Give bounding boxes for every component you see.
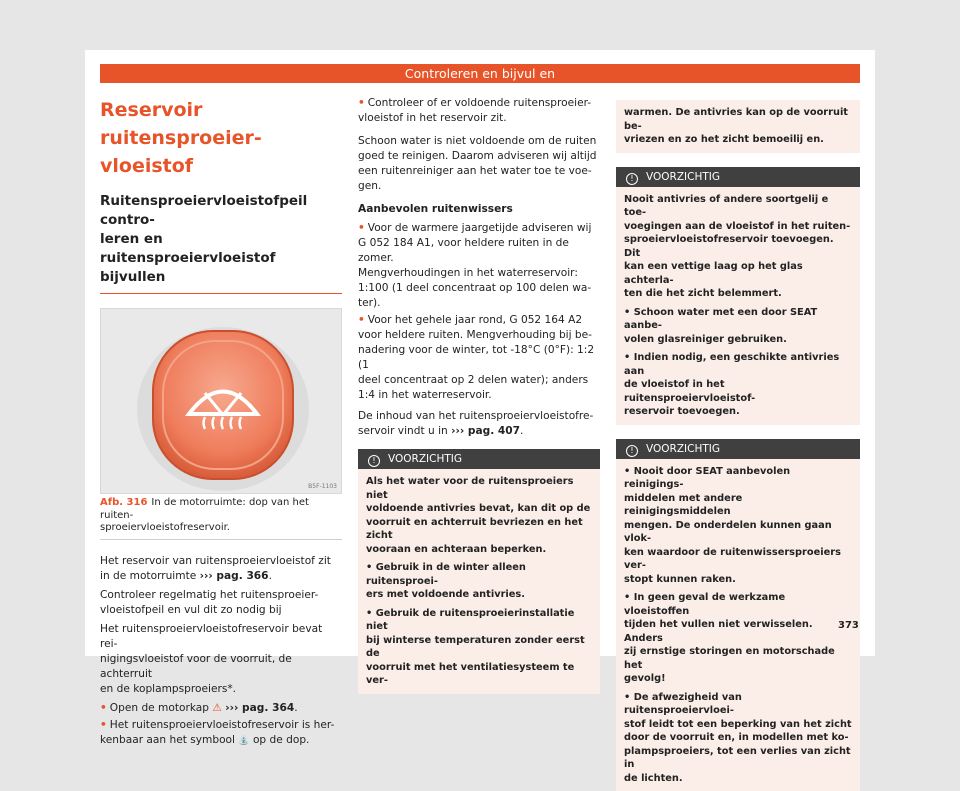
warning-body (616, 459, 860, 791)
paragraph: Het ruitensproeiervloeistofreservoir bevat rei- nigingsvloeistof voor de voorruit, de achterruit en de koplampsproeiers*. (100, 622, 342, 697)
page-ref-link[interactable]: ››› pag. 407 (451, 425, 520, 437)
page-ref-link[interactable]: ››› pag. 366 (200, 570, 269, 582)
bullet-end: op de dop. (250, 734, 310, 746)
washer-symbol-icon: ⛲ (238, 736, 249, 746)
bullet-text: Het ruitensproeiervloeistofreservoir is her- kenbaar aan het symbool (100, 719, 334, 746)
warning-bullet-text: De afwezigheid van ruitensproeiervloei- stof leidt tot een beperking van het zicht door de voorruit en, in modellen met ko- plampsproeiers, tot een verlies van zicht in de lichten. (624, 692, 852, 784)
bullet-icon: • (624, 352, 634, 363)
bullet-icon: • (366, 562, 376, 573)
bullet-end: . (294, 702, 297, 714)
warning-header (616, 167, 860, 187)
caution-icon: ! (368, 455, 380, 467)
warning-header (358, 449, 600, 469)
bullet-text: Controleer of er voldoende ruitensproeier- vloeistof in het reservoir zit. (358, 97, 591, 124)
warning-bullet (366, 561, 592, 602)
paragraph: Schoon water is niet voldoende om de ruiten goed te reinigen. Daarom adviseren wij altijd een ruitenreiniger aan het water toe te voe- gen. (358, 134, 600, 194)
warning-body (358, 469, 600, 694)
column-1 (100, 96, 342, 751)
warning-bullet-text: Gebruik in de winter alleen ruitensproei- ers met voldoende antivries. (366, 562, 526, 600)
figure-label: Afb. 316 (100, 497, 147, 508)
paragraph-end: . (520, 425, 523, 437)
column-3 (616, 100, 860, 791)
warning-text: Als het water voor de ruitensproeiers niet voldoende antivries bevat, kan dit op de voorruit en achterruit bevriezen en het zicht vooraan en achteraan beperken. (366, 475, 592, 556)
warning-bullet (624, 351, 852, 419)
warning-title: VOORZICHTIG (646, 171, 720, 183)
warning-body (616, 187, 860, 425)
figure-code: B5F-1103 (308, 483, 337, 490)
bullet-icon: • (624, 307, 634, 318)
warning-box (616, 167, 860, 425)
bullet-text: Voor het gehele jaar rond, G 052 164 A2 voor heldere ruiten. Mengverhouding bij be- nadering voor de winter, tot -18°C (0°F): 1:2 (1 deel concentraat op 2 delen water); anders 1:4 in het waterreservoir. (358, 314, 594, 401)
figure-caption (100, 497, 342, 540)
warning-continuation: warmen. De antivries kan op de voorruit be- vriezen en zo het zicht bemoeilij en. (616, 100, 860, 153)
warning-box (616, 439, 860, 791)
warning-triangle-icon: ⚠ (212, 702, 222, 714)
chapter-header: Controleren en bijvul en (100, 64, 860, 83)
subheading: Aanbevolen ruitenwissers (358, 202, 600, 217)
bullet-item (358, 221, 600, 311)
paragraph-text: De inhoud van het ruitensproeiervloeistofre- servoir vindt u in (358, 410, 593, 437)
warning-title: VOORZICHTIG (388, 453, 462, 465)
page-ref-link[interactable]: ››› pag. 364 (225, 702, 294, 714)
warning-text: Nooit antivries of andere soortgelij e toe- voegingen aan de vloeistof in het ruiten- sproeiervloeistofreservoir toevoegen. Dit kan een vettige laag op het glas achterla- ten die het zicht belemmert. (624, 193, 852, 301)
bullet-item (100, 701, 342, 716)
caution-icon: ! (626, 173, 638, 185)
bullet-item (358, 96, 600, 126)
paragraph (100, 554, 342, 584)
warning-title: VOORZICHTIG (646, 443, 720, 455)
bullet-icon: • (358, 314, 365, 326)
warning-bullet-text: Nooit door SEAT aanbevolen reinigings- middelen met andere reinigingsmiddelen mengen. De onderdelen kunnen gaan vlok- ken waardoor de ruitenwissersproeiers ver- stopt kunnen raken. (624, 466, 841, 585)
bullet-item (358, 313, 600, 403)
bullet-icon: • (624, 592, 634, 603)
warning-bullet (624, 306, 852, 347)
bullet-icon: • (366, 608, 376, 619)
reservoir-cap-illustration (101, 309, 341, 493)
warning-bullet-text: Gebruik de ruitensproeierinstallatie niet bij winterse temperaturen zonder eerst de voorruit met het ventilatiesysteem te ver- (366, 608, 585, 687)
bullet-icon: • (624, 692, 634, 703)
warning-bullet (366, 607, 592, 688)
bullet-text: Open de motorkap (110, 702, 213, 714)
warning-header (616, 439, 860, 459)
paragraph-text: Het reservoir van ruitensproeiervloeistof zit in de motorruimte (100, 555, 331, 582)
paragraph-end: . (269, 570, 272, 582)
page-number: 373 (838, 620, 859, 631)
warning-bullet-text: In geen geval de werkzame vloeistoffen tijden het vullen niet verwisselen. Anders zij ernstige storingen en motorschade het gevolg! (624, 592, 835, 684)
bullet-icon: • (100, 719, 107, 731)
bullet-text: Voor de warmere jaargetijde adviseren wij G 052 184 A1, voor heldere ruiten in de zomer. Mengverhoudingen in het waterreservoir: 1:100 (1 deel concentraat op 100 delen wa- ter). (358, 222, 591, 309)
warning-box (358, 449, 600, 694)
column-2 (358, 96, 600, 694)
warning-bullet-text: Schoon water met een door SEAT aanbe- volen glasreiniger gebruiken. (624, 307, 817, 345)
warning-bullet (624, 591, 852, 686)
warning-bullet (624, 465, 852, 587)
figure-caption-text: In de motorruimte: dop van het ruiten- sproeiervloeistofreservoir. (100, 497, 309, 533)
bullet-icon: • (624, 466, 634, 477)
bullet-icon: • (100, 702, 107, 714)
paragraph: Controleer regelmatig het ruitensproeier- vloeistofpeil en vul dit zo nodig bij (100, 588, 342, 618)
warning-bullet-text: Indien nodig, een geschikte antivries aan de vloeistof in het ruitensproeiervloeistof- reservoir toevoegen. (624, 352, 839, 417)
bullet-item (100, 718, 342, 749)
paragraph (358, 409, 600, 439)
section-title: Reservoir ruitensproeier- vloeistof (100, 96, 342, 180)
figure-reservoir-cap (100, 308, 342, 494)
warning-bullet (624, 691, 852, 786)
section-subtitle: Ruitensproeiervloeistofpeil contro- leren en ruitensproeiervloeistof bijvullen (100, 192, 342, 294)
bullet-icon: • (358, 97, 365, 109)
bullet-icon: • (358, 222, 365, 234)
caution-icon: ! (626, 445, 638, 457)
